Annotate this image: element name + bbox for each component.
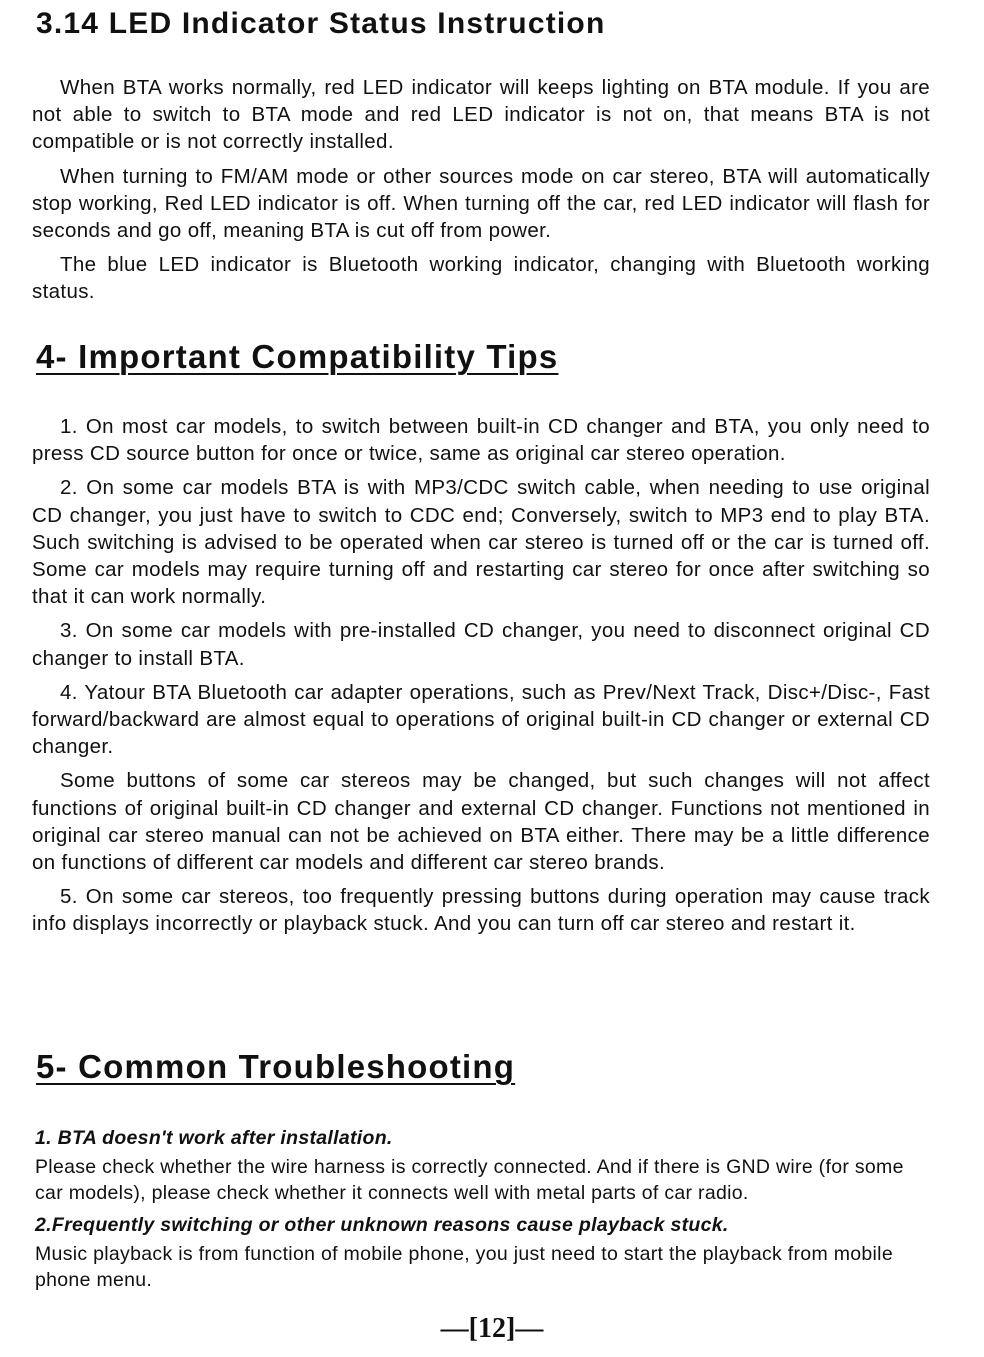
section-5-heading: 5- Common Troubleshooting [36,1048,516,1085]
troubleshooting-answer: Please check whether the wire harness is correctly connected. And if there is GND wire (for some car models), please check whether it connects well with metal parts of car radio. [35,1156,904,1204]
paragraph: 5. On some car stereos, too frequently pressing buttons during operation may cause track info displays incorrectly or playback stuck. And you can turn off car stereo and restart it. [32,885,930,936]
paragraph: Some buttons of some car stereos may be changed, but such changes will not affect functions of original built-in CD changer and external CD changer. Functions not mentioned in original car stereo manual can not be achieved on BTA either. There may be a little difference on functions of different car models and different car stereo brands. [32,769,930,875]
section-3-14-body [32,74,930,313]
paragraph: 3. On some car models with pre-installed CD changer, you need to disconnect original CD changer to install BTA. [32,619,930,670]
paragraph: When BTA works normally, red LED indicator will keeps lighting on BTA module. If you are not able to switch to BTA mode and red LED indicator is not on, that means BTA is not compatible or is not correctly installed. [32,76,930,154]
troubleshooting-answer: Music playback is from function of mobile phone, you just need to start the playback from mobile phone menu. [35,1243,893,1291]
paragraph: 1. On most car models, to switch between built-in CD changer and BTA, you only need to press CD source button for once or twice, same as original car stereo operation. [32,415,930,466]
page-number: —[12]— [440,1313,544,1344]
paragraph: 2. On some car models BTA is with MP3/CDC switch cable, when needing to use original CD changer, you just have to switch to CDC end; Conversely, switch to MP3 end to play BTA. Such switching is advised to be operated when car stereo is turned off or the car is turned off. Some car models may require turning off and restarting car stereo for once after switching so that it can work normally. [32,476,930,609]
section-4-heading: 4- Important Compatibility Tips [36,338,559,375]
paragraph: The blue LED indicator is Bluetooth working indicator, changing with Bluetooth working status. [32,253,930,304]
section-4-body [32,413,930,945]
troubleshooting-question: 2.Frequently switching or other unknown reasons cause playback stuck. [35,1214,729,1236]
troubleshooting-question: 1. BTA doesn't work after installation. [35,1127,393,1149]
section-3-14-heading: 3.14 LED Indicator Status Instruction [36,7,606,40]
paragraph: When turning to FM/AM mode or other sources mode on car stereo, BTA will automatically stop working, Red LED indicator is off. When turning off the car, red LED indicator will flash for seconds and go off, meaning BTA is cut off from power. [32,164,930,243]
paragraph: 4. Yatour BTA Bluetooth car adapter operations, such as Prev/Next Track, Disc+/Disc-, Fast forward/backward are almost equal to operations of original built-in CD changer or external CD changer. [32,680,930,759]
troubleshooting-list [35,1125,935,1299]
